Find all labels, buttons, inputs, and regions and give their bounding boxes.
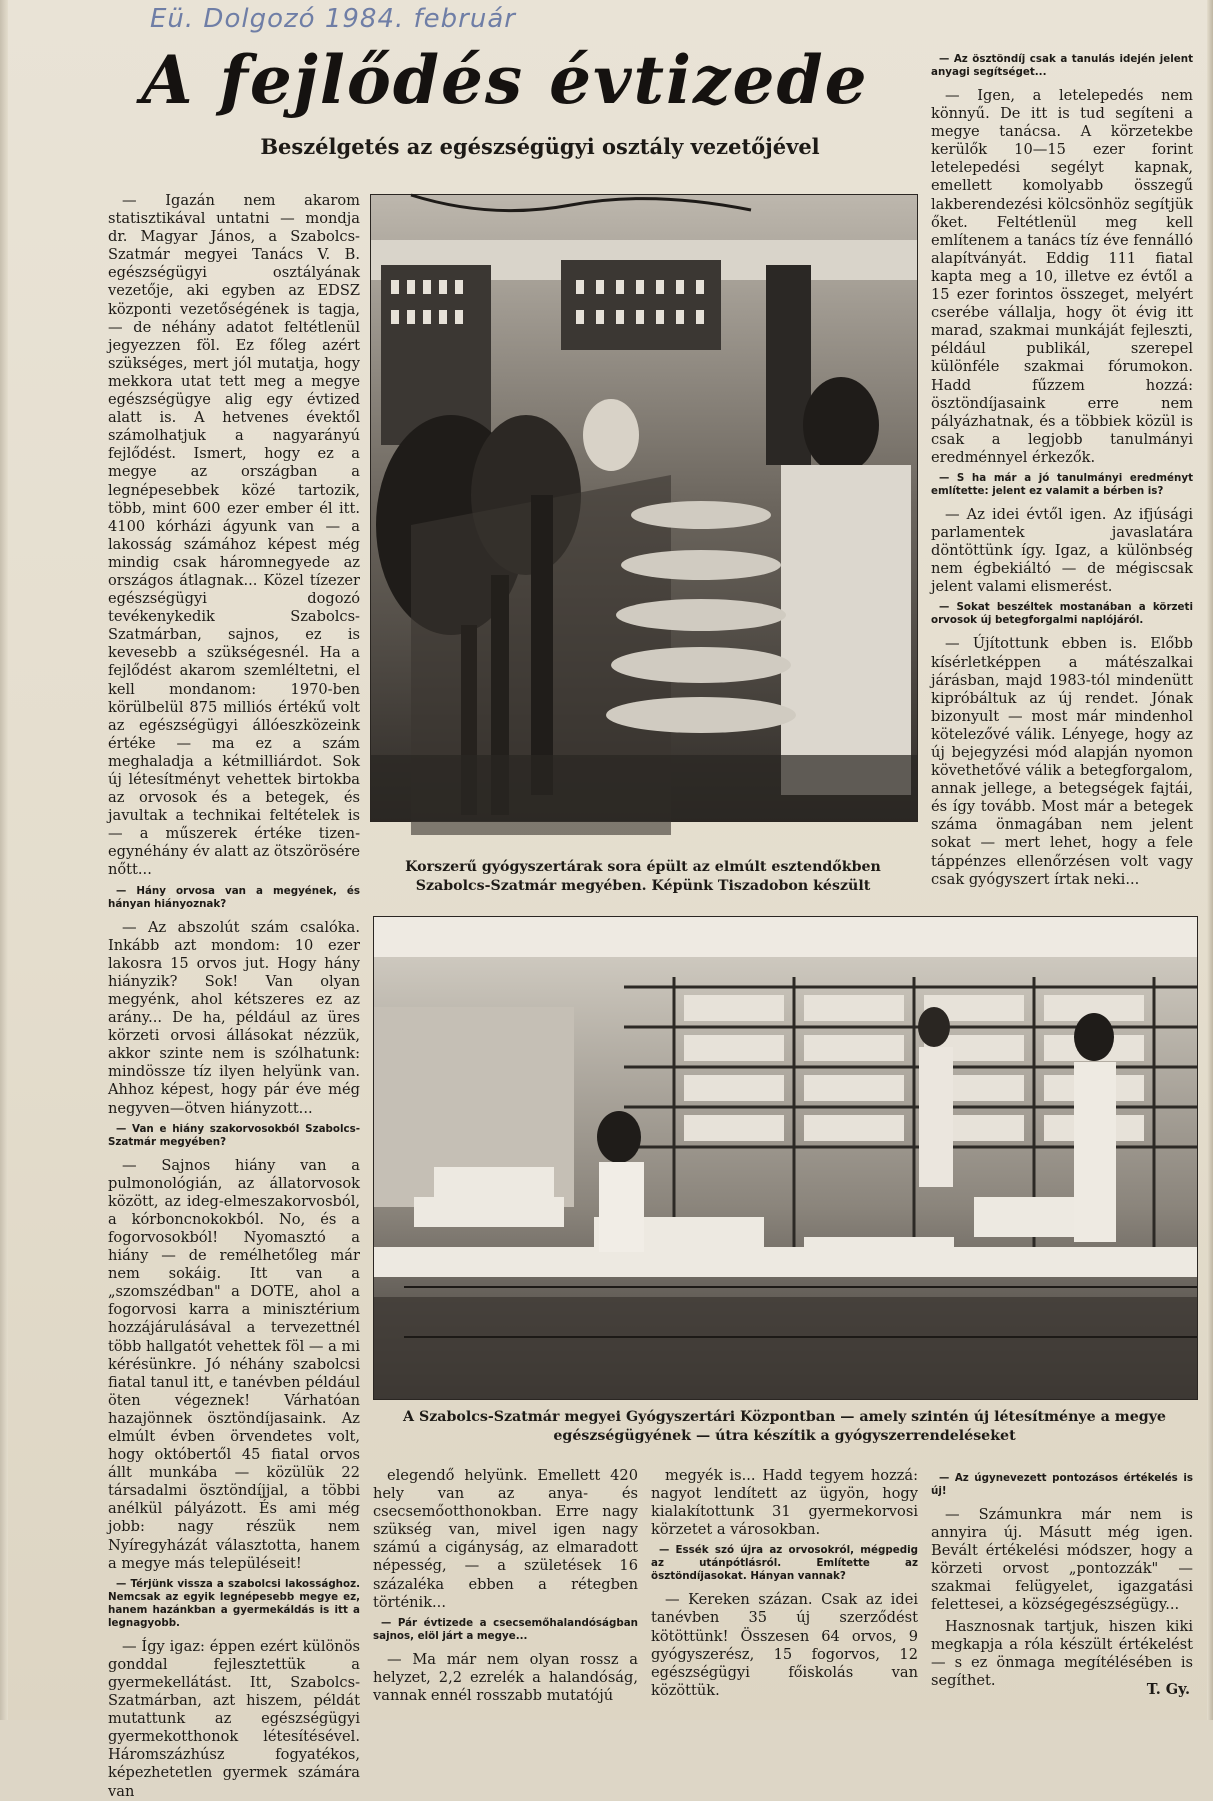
article-paragraph: — Ma már nem olyan rossz a helyzet, 2,2 ezrelék a halandóság, vannak ennél rosszabb mutatójú bbox=[373, 1650, 638, 1704]
article-headline: A fejlődés évtizede bbox=[141, 41, 869, 119]
interview-question: — Essék szó újra az orvosokról, mégpedig az utánpótlásról. Említette az ösztöndíjasokat. Hányan vannak? bbox=[651, 1544, 918, 1583]
pharmacy-photo-drawing bbox=[371, 195, 917, 821]
article-subheadline: Beszélgetés az egészségügyi osztály vezetőjével bbox=[260, 134, 820, 159]
article-paragraph: — Az abszolút szám csalóka. Inkább azt mondom: 10 ezer lakosra 15 orvos jut. Hogy hány hiányzik? Sok! Van olyan megyénk, ahol kétszeres ez az arány... De ha, például az üres körzeti orvosi állásokat nézzük, akkor szinte nem is szólhatunk: mindössze tíz ilyen helyünk van. Ahhoz képest, hogy pár éve még negyven—ötven hiányzott... bbox=[108, 918, 360, 1117]
article-paragraph: — Számunkra már nem is annyira új. Másutt még igen. Bevált értékelési módszer, hogy a körzeti orvost „pontozzák" — szakmai felügyelet, igazgatási felettesei, a községegészségügy... bbox=[931, 1506, 1193, 1614]
interview-question: — Van e hiány szakorvosokból Szabolcs-Szatmár megyében? bbox=[108, 1122, 360, 1148]
text-column-5 bbox=[931, 1467, 1193, 1689]
pharmacy-photo-caption: Korszerű gyógyszertárak sora épült az elmúlt esztendőkben Szabolcs-Szatmár megyében. Képünk Tiszadobon készült bbox=[405, 859, 881, 894]
article-paragraph: megyék is... Hadd tegyem hozzá: nagyot lendített az ügyön, hogy kialakítottunk 31 gyermekorvosi körzetet a városokban. bbox=[651, 1467, 918, 1539]
article-paragraph: — Így igaz: éppen ezért különös gonddal fejlesztettük a gyermekellátást. Itt, Szabolcs-Szatmárban, azt hiszem, példát mutattunk az egészségügyi gyermekotthonok létesítésével. Háromszázhúsz fogyatékos, képezhetetlen gyermek számára van bbox=[108, 1637, 360, 1800]
text-column-1 bbox=[108, 192, 360, 1800]
text-column-3 bbox=[651, 1467, 918, 1699]
interview-question: — Pár évtizede a csecsemőhalandóságban sajnos, elöl járt a megye... bbox=[373, 1616, 638, 1642]
scan-edge-left bbox=[0, 0, 8, 1720]
article-paragraph: — Igazán nem akarom statisztikával untatni — mondja dr. Magyar János, a Szabolcs-Szatmár megyei Tanács V. B. egészségügyi osztályának vezetője, aki egyben az EDSZ központi vezetőségének is tagja, — de néhány adatot feltétlenül jegyezzen föl. Ez főleg azért szükséges, mert jól mutatja, hogy mekkora utat tett meg a megye egészségügye alig egy évtized alatt is. A hetvenes évektől számolhatjuk a nagyarányú fejlődést. Ismert, hogy ez a megye az országban a legnépesebbek közé tartozik, több, mint 600 ezer ember él itt. 4100 kórházi ágyunk van — a lakosság számához képest még mindig csak háromnegyede az országos átlagnak... Közel tízezer egészségügyi dogozó tevékenykedik Szabolcs-Szatmárban, sajnos, ez is kevesebb a szükségesnél. Ha a fejlődést akarom szemléltetni, el kell mondanom: 1970-ben körülbelül 875 milliós értékű volt az egészségügyi állóeszközeink értéke — ma ez a szám meghaladja a kétmilliárdot. Sok új létesítményt vehettek birtokba az orvosok és a betegek, és javultak a technikai feltételek is — a műszerek értéke tizen-egynéhány év alatt az ötszörösére nőtt... bbox=[108, 192, 360, 879]
article-paragraph: — Sajnos hiány van a pulmonológián, az állatorvosok között, az ideg-elmeszakorvosból, a kórboncnokokból. No, és a fogorvosokból! Nyomasztó a hiány — de remélhetőleg már nem sokáig. Itt van a „szomszédban" a DOTE, ahol a fogorvosi karra a minisztérium hozzájárulásával a tervezettnél több hallgatót vehettek föl — a mi kérésünkre. Jó néhány szabolcsi fiatal tanul itt, e tanévben például öten végeznek! Várhatóan hazajönnek ösztöndíjasaink. Az elmúlt évben örvendetes volt, hogy októbertől 45 fiatal orvos állt munkába — közülük 22 társadalmi ösztöndíjjal, a többi anélkül pályázott. És ami még jobb: nagy részük nem Nyíregyházát választotta, hanem a megye más településeit! bbox=[108, 1156, 360, 1572]
article-paragraph: — Kereken százan. Csak az idei tanévben 35 új szerződést kötöttünk! Összesen 64 orvos, 9 gyógyszerész, 15 fogorvos, 12 egészségügyi főiskolás van közöttük. bbox=[651, 1591, 918, 1699]
interview-question: — S ha már a jó tanulmányi eredményt említette: jelent ez valamit a bérben is? bbox=[931, 471, 1193, 497]
author-signature: T. Gy. bbox=[1146, 1681, 1190, 1698]
distribution-center-photo-drawing bbox=[374, 917, 1197, 1399]
scan-edge-right bbox=[1207, 0, 1213, 1720]
distribution-center-photo-caption: A Szabolcs-Szatmár megyei Gyógyszertári Központban — amely szintén új létesítménye a megye egészségügyének — útra készítik a gyógyszerrendeléseket bbox=[403, 1409, 1166, 1444]
interview-question: — Térjünk vissza a szabolcsi lakossághoz. Nemcsak az egyik legnépesebb megye ez, hanem hazánkban a gyermekáldás is itt a legnagyobb. bbox=[108, 1577, 360, 1629]
article-paragraph: — Az idei évtől igen. Az ifjúsági parlamentek javaslatára döntöttünk így. Igaz, a különbség nem égbekiáltó — de mégiscsak jelent valami elismerést. bbox=[931, 505, 1193, 596]
interview-question: — Az úgynevezett pontozásos értékelés is új! bbox=[931, 1472, 1193, 1497]
distribution-center-photo bbox=[373, 916, 1198, 1400]
text-column-2 bbox=[373, 1467, 638, 1704]
interview-question: — Hány orvosa van a megyének, és hányan hiányoznak? bbox=[108, 884, 360, 910]
pharmacy-photo bbox=[370, 194, 918, 822]
interview-question: — Az ösztöndíj csak a tanulás idején jelent anyagi segítséget... bbox=[931, 53, 1193, 78]
article-paragraph: Hasznosnak tartjuk, hiszen kiki megkapja a róla készült értékelést — s ez önmaga megítélésében is segíthet. bbox=[931, 1617, 1193, 1689]
article-paragraph: — Igen, a letelepedés nem könnyű. De itt is tud segíteni a megye tanácsa. A körzetekbe kerülők 10—15 ezer forint letelepedési segélyt kapnak, emellett komolyabb összegű lakberendezési kölcsönhöz segítjük őket. Feltétlenül meg kell említenem a tanács tíz éve fennálló alapítványát. Eddig 111 fiatal kapta meg a 10, illetve ez évtől a 15 ezer forintos összeget, melyért cserébe vállalja, hogy öt évig itt marad, szakmai munkáját fejleszti, például publikál, szerepel különféle szakmai fórumokon. Hadd fűzzem hozzá: ösztöndíjasaink erre nem pályázhatnak, és a többiek közül is csak a legjobb tanulmányi eredménnyel érkezők. bbox=[931, 87, 1193, 466]
interview-question: — Sokat beszéltek mostanában a körzeti orvosok új betegforgalmi naplójáról. bbox=[931, 601, 1193, 627]
article-paragraph: — Újítottunk ebben is. Előbb kísérletképpen a mátészalkai járásban, majd 1983-tól mindenütt kipróbáltuk az új rendet. Jónak bizonyult — most már mindenhol kötelezővé válik. Lényege, hogy az új bejegyzési mód alapján nyomon követhetővé válik a betegforgalom, annak jellege, a betegségek fajtái, és így tovább. Most már a betegek száma önmagában nem jelent sokat — mert lehet, hogy a fele táppénzes ellenőrzésen volt vagy csak gyógyszert írtak neki... bbox=[931, 635, 1193, 888]
handwritten-source-note: Eü. Dolgozó 1984. február bbox=[150, 4, 516, 34]
article-paragraph: elegendő helyünk. Emellett 420 hely van az anya- és csecsemőotthonokban. Erre nagy szükség van, mivel igen nagy számú a cigányság, az elmaradott népesség, — a születések 16 százaléka ebben a rétegben történik... bbox=[373, 1467, 638, 1611]
text-column-4 bbox=[931, 48, 1193, 910]
